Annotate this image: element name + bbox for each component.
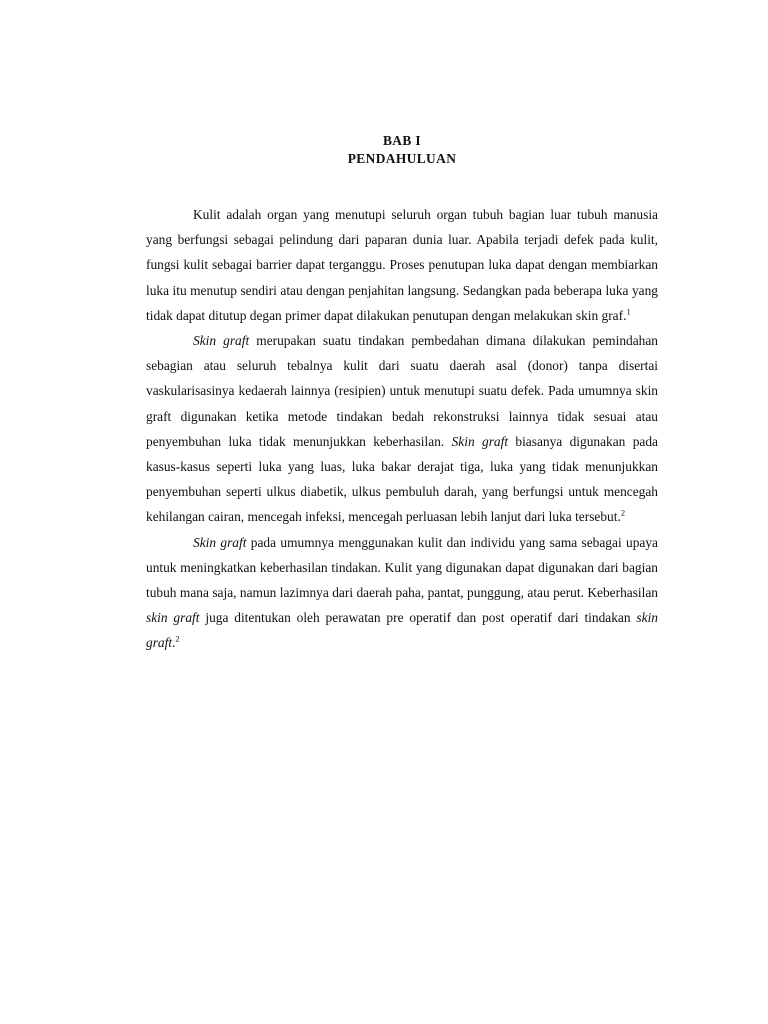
paragraph-text: juga ditentukan oleh perawatan pre operatif dan post operatif dari tindakan bbox=[199, 610, 637, 626]
paragraph bbox=[146, 328, 658, 530]
paragraph-text: merupakan suatu tindakan pembedahan dimana dilakukan pemindahan sebagian atau seluruh tebalnya kulit dari suatu daerah asal (donor) tanpa disertai vaskularisasinya kedaerah lainnya (resipien) untuk menutupi suatu defek. Pada umumnya skin graft digunakan ketika metode tindakan bedah rekonstruksi lainnya tidak sesuai atau penyembuhan luka tidak menunjukkan keberhasilan. bbox=[146, 333, 658, 449]
paragraph-text: biasanya digunakan pada kasus-kasus seperti luka yang luas, luka bakar derajat tiga, luka yang tidak menunjukkan penyembuhan seperti ulkus diabetik, ulkus pembuluh darah, yang berfungsi untuk mencegah kehilangan cairan, mencegah infeksi, mencegah perluasan lebih lanjut dari luka tersebut. bbox=[146, 433, 658, 525]
paragraph-text: pada umumnya menggunakan kulit dan individu yang sama sebagai upaya untuk meningkatkan keberhasilan tindakan. Kulit yang digunakan dapat digunakan dari bagian tubuh mana saja, namun lazimnya dari daerah paha, pantat, punggung, atau perut. Keberhasilan bbox=[146, 534, 658, 601]
footnote-reference: 2 bbox=[175, 633, 180, 644]
paragraph-text: . bbox=[172, 635, 176, 651]
italic-term: Skin graft bbox=[451, 433, 509, 449]
footnote-reference: 2 bbox=[620, 507, 626, 518]
footnote-reference: 1 bbox=[626, 306, 631, 317]
chapter-title: PENDAHULUAN bbox=[347, 151, 457, 166]
paragraph bbox=[146, 530, 658, 656]
document-page bbox=[146, 128, 658, 656]
body-text bbox=[146, 202, 658, 656]
italic-term: skin graft bbox=[146, 610, 658, 651]
italic-term: skin graft bbox=[146, 610, 200, 626]
chapter-number: BAB I bbox=[382, 133, 422, 148]
italic-term: Skin graft bbox=[193, 534, 247, 550]
paragraph-text: Kulit adalah organ yang menutupi seluruh organ tubuh bagian luar tubuh manusia yang berfungsi sebagai pelindung dari paparan dunia luar. Apabila terjadi defek pada kulit, fungsi kulit sebagai barrier dapat terganggu. Proses penutupan luka dapat dengan membiarkan luka itu menutup sendiri atau dengan penjahitan langsung. Sedangkan pada beberapa luka yang tidak dapat ditutup degan primer dapat dilakukan penutupan dengan melakukan skin graf. bbox=[146, 207, 658, 323]
italic-term: Skin graft bbox=[193, 333, 250, 349]
paragraph bbox=[146, 202, 658, 328]
